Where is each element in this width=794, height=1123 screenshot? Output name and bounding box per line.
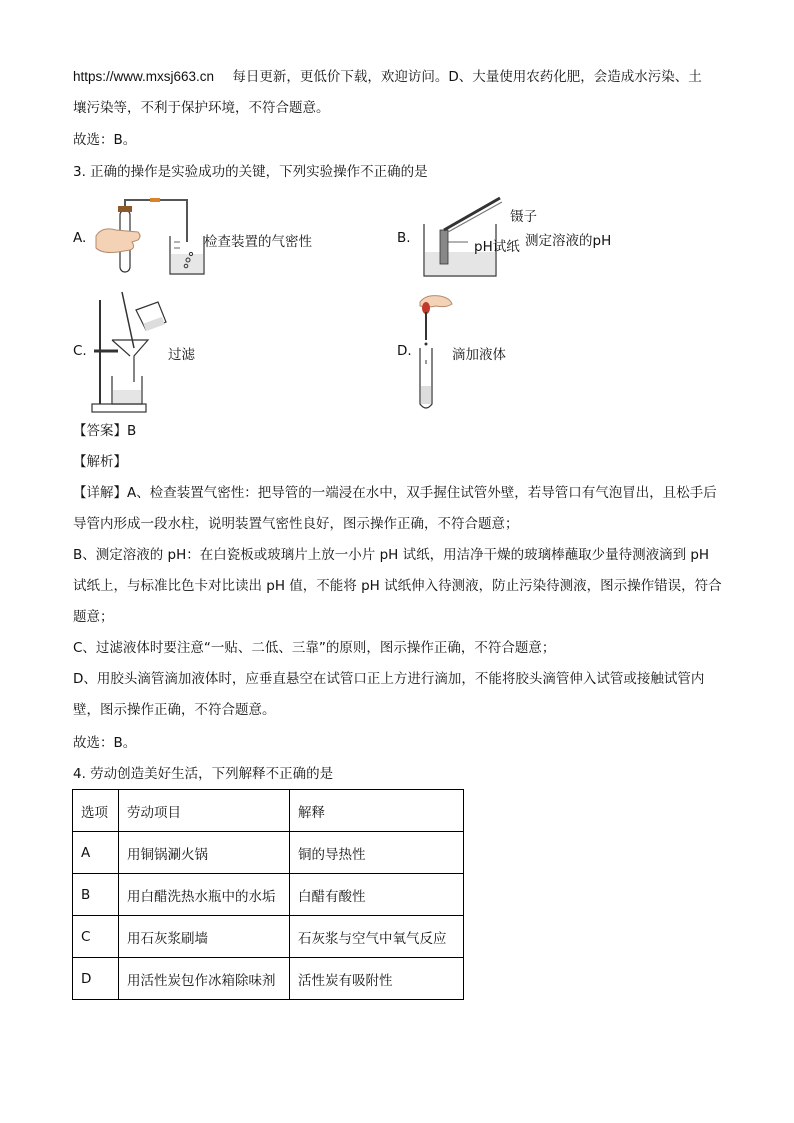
- row-explanation: 白醋有酸性: [290, 874, 464, 916]
- ph-paper-label: pH试纸: [474, 239, 520, 255]
- row-option: C: [73, 916, 119, 958]
- table-row: [73, 874, 464, 916]
- option-c-caption: 过滤: [168, 347, 195, 363]
- detail-c: C、过滤液体时要注意“一贴、二低、三靠”的原则，图示操作正确，不符合题意；: [73, 640, 556, 656]
- airtightness-apparatus-figure: [92, 196, 212, 278]
- q3-stem: 3. 正确的操作是实验成功的关键，下列实验操作不正确的是: [73, 164, 428, 180]
- detail-a: 【详解】A、检查装置气密性：把导管的一端浸在水中，双手握住试管外壁，若导管口有气泡冒出，且松手后导管内形成一段水柱，说明装置气密性良好，图示操作正确，不符合题意；: [73, 485, 717, 532]
- table-row: [73, 916, 464, 958]
- table-row: [73, 832, 464, 874]
- table-row: [73, 958, 464, 1000]
- option-a-letter: A.: [73, 230, 87, 246]
- header-explanation: 解释: [290, 790, 464, 832]
- row-explanation: 石灰浆与空气中氧气反应: [290, 916, 464, 958]
- header-option: 选项: [73, 790, 119, 832]
- row-task: 用白醋洗热水瓶中的水垢: [119, 874, 290, 916]
- option-a-caption: 检查装置的气密性: [204, 234, 312, 250]
- site-url[interactable]: https://www.mxsj663.cn: [73, 69, 215, 84]
- filtration-apparatus-figure: [90, 290, 170, 414]
- header-task: 劳动项目: [119, 790, 290, 832]
- row-explanation: 铜的导热性: [290, 832, 464, 874]
- detail-b: B、测定溶液的 pH：在白瓷板或玻璃片上放一小片 pH 试纸，用洁净干燥的玻璃棒蘸取少量待测液滴到 pH 试纸上，与标准比色卡对比读出 pH 值，不能将 pH 试纸伸入待测液，防止污染待测液，图示操作错误，符合题意；: [73, 547, 722, 625]
- row-task: 用活性炭包作冰箱除味剂: [119, 958, 290, 1000]
- row-option: B: [73, 874, 119, 916]
- analysis-title: 【解析】: [73, 454, 127, 470]
- q4-table: [72, 789, 464, 1000]
- tweezers-label: 镊子: [510, 209, 537, 225]
- q4-stem: 4. 劳动创造美好生活，下列解释不正确的是: [73, 766, 334, 782]
- header-line: [73, 67, 702, 87]
- option-b-letter: B.: [397, 230, 411, 246]
- q2-conclusion: 故选：B。: [73, 132, 137, 148]
- row-option: A: [73, 832, 119, 874]
- row-task: 用石灰浆刷墙: [119, 916, 290, 958]
- q3-conclusion: 故选：B。: [73, 735, 137, 751]
- option-c-letter: C.: [73, 343, 87, 359]
- row-explanation: 活性炭有吸附性: [290, 958, 464, 1000]
- option-b-caption: 测定溶液的pH: [525, 233, 612, 249]
- row-task: 用铜锅涮火锅: [119, 832, 290, 874]
- header-note: 每日更新，更低价下载，欢迎访问。D、大量使用农药化肥，会造成水污染、土: [232, 69, 702, 85]
- dropper-figure: [410, 290, 456, 414]
- header-line-2: 壤污染等，不利于保护环境，不符合题意。: [73, 100, 330, 116]
- option-d-letter: D.: [397, 343, 412, 359]
- row-option: D: [73, 958, 119, 1000]
- option-d-caption: 滴加液体: [452, 347, 506, 363]
- answer-line: 【答案】B: [73, 423, 137, 439]
- table-header-row: [73, 790, 464, 832]
- detail-d: D、用胶头滴管滴加液体时，应垂直悬空在试管口正上方进行滴加，不能将胶头滴管伸入试管或接触试管内壁，图示操作正确，不符合题意。: [73, 671, 705, 718]
